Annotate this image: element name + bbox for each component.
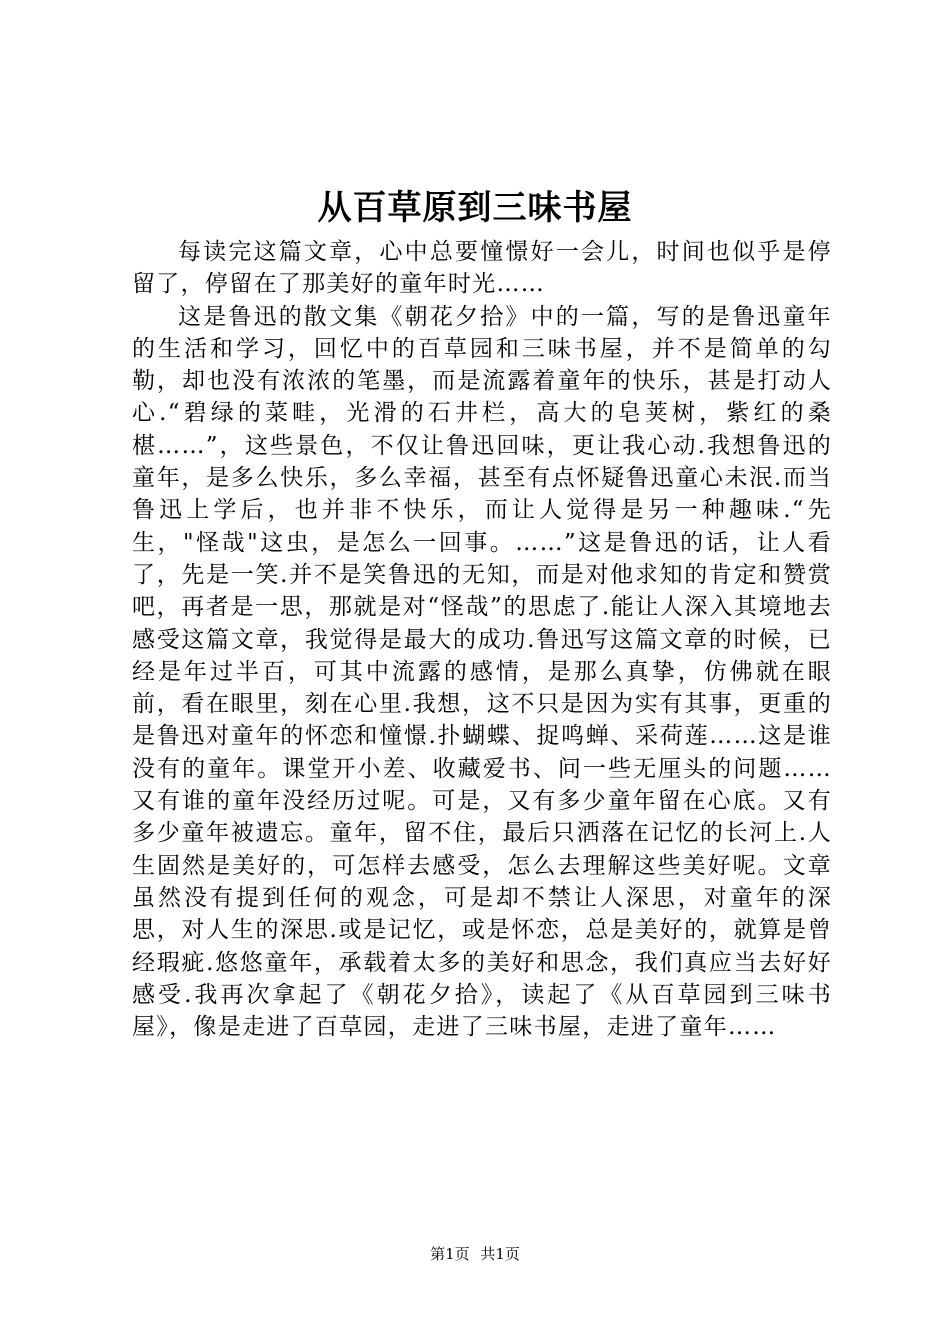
page-total: 共1页 (480, 1245, 520, 1263)
paragraph: 每读完这篇文章，心中总要憧憬好一会儿，时间也似乎是停留了，停留在了那美好的童年时光…… (132, 239, 832, 298)
page-footer (0, 1244, 950, 1264)
document-title: 从百草原到三味书屋 (317, 188, 633, 228)
paragraph: 这是鲁迅的散文集《朝花夕拾》中的一篇，写的是鲁迅童年的生活和学习，回忆中的百草园和三味书屋，并不是简单的勾勒，却也没有浓浓的笔墨，而是流露着童年的快乐，甚是打动人心.“碧绿的菜畦，光滑的石井栏，高大的皂荚树，紫红的桑椹……”，这些景色，不仅让鲁迅回味，更让我心动.我想鲁迅的童年，是多么快乐，多么幸福，甚至有点怀疑鲁迅童心未泯.而当鲁迅上学后，也并非不快乐，而让人觉得是另一种趣味.“先生，"怪哉"这虫，是怎么一回事。……”这是鲁迅的话，让人看了，先是一笑.并不是笑鲁迅的无知，而是对他求知的肯定和赞赏吧，再者是一思，那就是对“怪哉”的思虑了.能让人深入其境地去感受这篇文章，我觉得是最大的成功.鲁迅写这篇文章的时候，已经是年过半百，可其中流露的感情，是那么真挚，仿佛就在眼前，看在眼里，刻在心里.我想，这不只是因为实有其事，更重的是鲁迅对童年的怀恋和憧憬.扑蝴蝶、捉鸣蝉、采荷莲……这是谁没有的童年。课堂开小差、收藏爱书、问一些无厘头的问题……又有谁的童年没经历过呢。可是，又有多少童年留在心底。又有多少童年被遗忘。童年，留不住，最后只洒落在记忆的长河上.人生固然是美好的，可怎样去感受，怎么去理解这些美好呢。文章虽然没有提到任何的观念，可是却不禁让人深思，对童年的深思，对人生的深思.或是记忆，或是怀恋，总是美好的，就算是曾经瑕疵.悠悠童年，承载着太多的美好和思念，我们真应当去好好感受.我再次拿起了《朝花夕拾》，读起了《从百草园到三味书屋》，像是走进了百草园，走进了三味书屋，走进了童年…… (132, 303, 832, 1041)
page-number: 第1页 (430, 1245, 470, 1263)
document-body (132, 236, 832, 1043)
